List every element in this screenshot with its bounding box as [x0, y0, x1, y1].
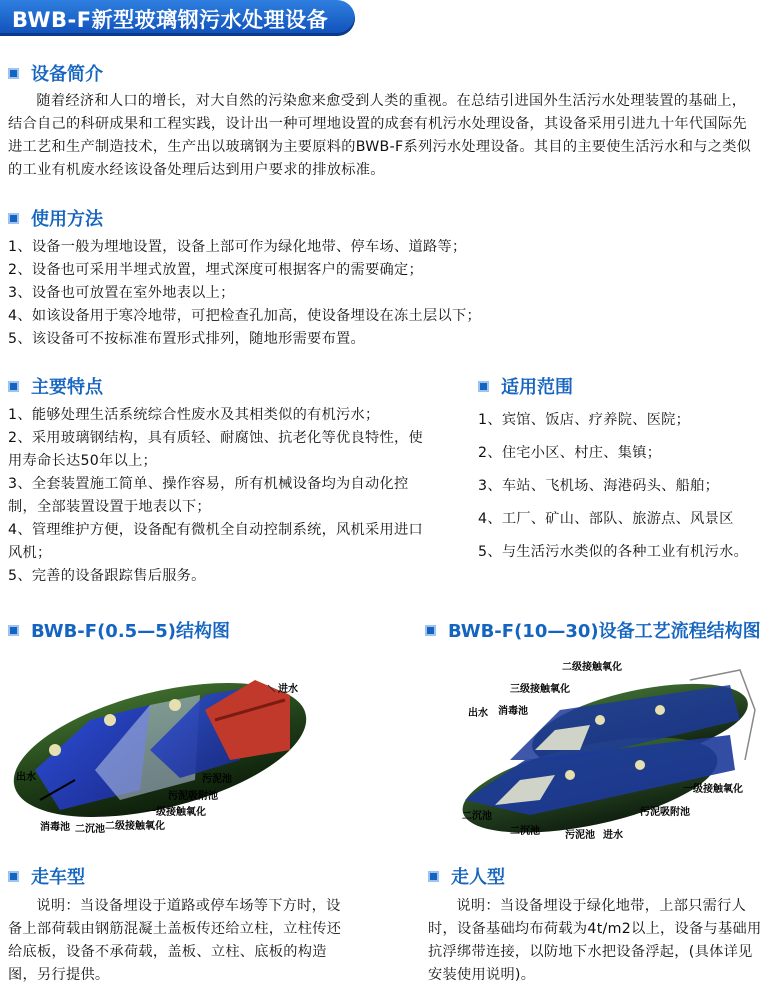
scope-heading-text: 适用范围 [501, 377, 573, 398]
features-list [8, 404, 428, 588]
square-bullet-icon [478, 381, 489, 392]
page-title: BWB-F新型玻璃钢污水处理设备 [12, 8, 329, 32]
usage-list [8, 236, 760, 351]
usage-heading-text: 使用方法 [31, 209, 103, 230]
label-settle2: 二沉池 [75, 824, 105, 835]
label-outlet: 出水 [16, 772, 36, 783]
hatch-icon [635, 760, 645, 770]
label-disinfect: 消毒池 [40, 822, 70, 833]
list-item: 3、设备也可放置在室外地表以上； [8, 285, 235, 301]
intro-paragraph [8, 90, 760, 182]
label-outlet: 出水 [468, 708, 488, 719]
pedestrian-type-heading [428, 863, 505, 889]
hatch-icon [104, 714, 116, 726]
list-item: 5、完善的设备跟踪售后服务。 [8, 568, 206, 584]
diagram-small-heading-text: BWB-F(0.5—5)结构图 [31, 621, 230, 642]
diagram-large-heading [425, 617, 761, 643]
diagram-small-heading [8, 617, 230, 643]
features-heading-text: 主要特点 [31, 377, 103, 398]
label-contact1: 一级接触氧化 [146, 807, 206, 818]
square-bullet-icon [425, 625, 436, 636]
list-item: 4、工厂、矿山、部队、旅游点、风景区 [478, 511, 734, 527]
vehicle-type-paragraph [8, 895, 343, 987]
label-contact2: 二级接触氧化 [105, 821, 165, 832]
list-item: 2、设备也可采用半埋式放置，埋式深度可根据客户的需要确定； [8, 262, 423, 278]
label-inlet: 进水 [603, 830, 623, 841]
scope-list [478, 409, 768, 574]
list-item: 3、车站、飞机场、海港码头、船舶； [478, 478, 720, 494]
pedestrian-type-paragraph [428, 895, 764, 987]
intro-heading [8, 60, 103, 86]
intro-heading-text: 设备简介 [31, 64, 103, 85]
label-disinfect: 消毒池 [498, 706, 528, 717]
square-bullet-icon [8, 68, 19, 79]
scope-heading [478, 373, 573, 399]
diagram-large-heading-text: BWB-F(10—30)设备工艺流程结构图 [448, 621, 761, 642]
list-item: 1、宾馆、饭店、疗养院、医院； [478, 412, 691, 428]
process-diagram-large [440, 650, 765, 845]
square-bullet-icon [8, 871, 19, 882]
label-contact2: 二级接触氧化 [562, 662, 622, 673]
label-settle2-left: 二沉池 [462, 811, 492, 822]
label-sludge-tank: 污泥池 [565, 830, 595, 841]
list-item: 4、如该设备用于寒冷地带，可把检查孔加高，使设备埋设在冻土层以下； [8, 308, 481, 324]
label-contact3: 三级接触氧化 [510, 684, 570, 695]
label-sludge-tank: 污泥池 [202, 774, 232, 785]
vehicle-type-heading-text: 走车型 [31, 867, 85, 888]
intro-text: 随着经济和人口的增长，对大自然的污染愈来愈受到人类的重视。在总结引进国外生活污水处理装置的基础上，结合自己的科研成果和工程实践，设计出一种可埋地设置的成套有机污水处理设备，其设备采用引进九十年代国际先进工艺和生产制造技术，生产出以玻璃钢为主要原料的BWB-F系列污水处理设备。其目的主要使生活污水和与之类似的工业有机废水经该设备处理后达到用户要求的排放标准。 [8, 93, 752, 178]
features-heading [8, 373, 103, 399]
square-bullet-icon [8, 381, 19, 392]
usage-heading [8, 205, 103, 231]
square-bullet-icon [8, 625, 19, 636]
hatch-icon [655, 705, 665, 715]
list-item: 4、管理维护方便，设备配有微机全自动控制系统，风机采用进口风机； [8, 522, 423, 561]
list-item: 3、全套装置施工简单、操作容易，所有机械设备均为自动化控制，全部装置设置于地表以下； [8, 476, 409, 515]
title-banner [0, 0, 355, 36]
label-sludge-absorb: 污泥吸附池 [640, 807, 690, 818]
label-settle2-bottom: 二沉池 [510, 826, 540, 837]
list-item: 1、能够处理生活系统综合性废水及其相类似的有机污水； [8, 407, 380, 423]
pedestrian-type-text: 说明：当设备埋设于绿化地带，上部只需行人时，设备基础均布荷载为4t/m2以上，设备与基础用抗浮绑带连接，以防地下水把设备浮起，(具体详见安装使用说明)。 [428, 898, 762, 983]
vehicle-type-heading [8, 863, 85, 889]
label-contact1: 一级接触氧化 [683, 784, 743, 795]
list-item: 1、设备一般为埋地设置，设备上部可作为绿化地带、停车场、道路等； [8, 239, 467, 255]
label-sludge-absorb: 污泥吸附池 [168, 791, 218, 802]
square-bullet-icon [428, 871, 439, 882]
hatch-icon [595, 715, 605, 725]
pedestrian-type-heading-text: 走人型 [451, 867, 505, 888]
list-item: 2、采用玻璃钢结构，具有质轻、耐腐蚀、抗老化等优良特性，使用寿命长达50年以上； [8, 430, 423, 469]
structure-diagram-small [0, 650, 330, 840]
hatch-icon [169, 699, 181, 711]
hatch-icon [49, 744, 61, 756]
vehicle-type-text: 说明：当设备埋设于道路或停车场等下方时，设备上部荷载由钢筋混凝土盖板传还给立柱，立柱传还给底板，设备不承荷载，盖板、立柱、底板的构造图，另行提供。 [8, 898, 342, 983]
list-item: 5、该设备可不按标准布置形式排列，随地形需要布置。 [8, 331, 366, 347]
label-inlet: 进水 [278, 684, 298, 695]
hatch-icon [565, 770, 575, 780]
list-item: 2、住宅小区、村庄、集镇； [478, 445, 662, 461]
list-item: 5、与生活污水类似的各种工业有机污水。 [478, 544, 749, 560]
square-bullet-icon [8, 213, 19, 224]
